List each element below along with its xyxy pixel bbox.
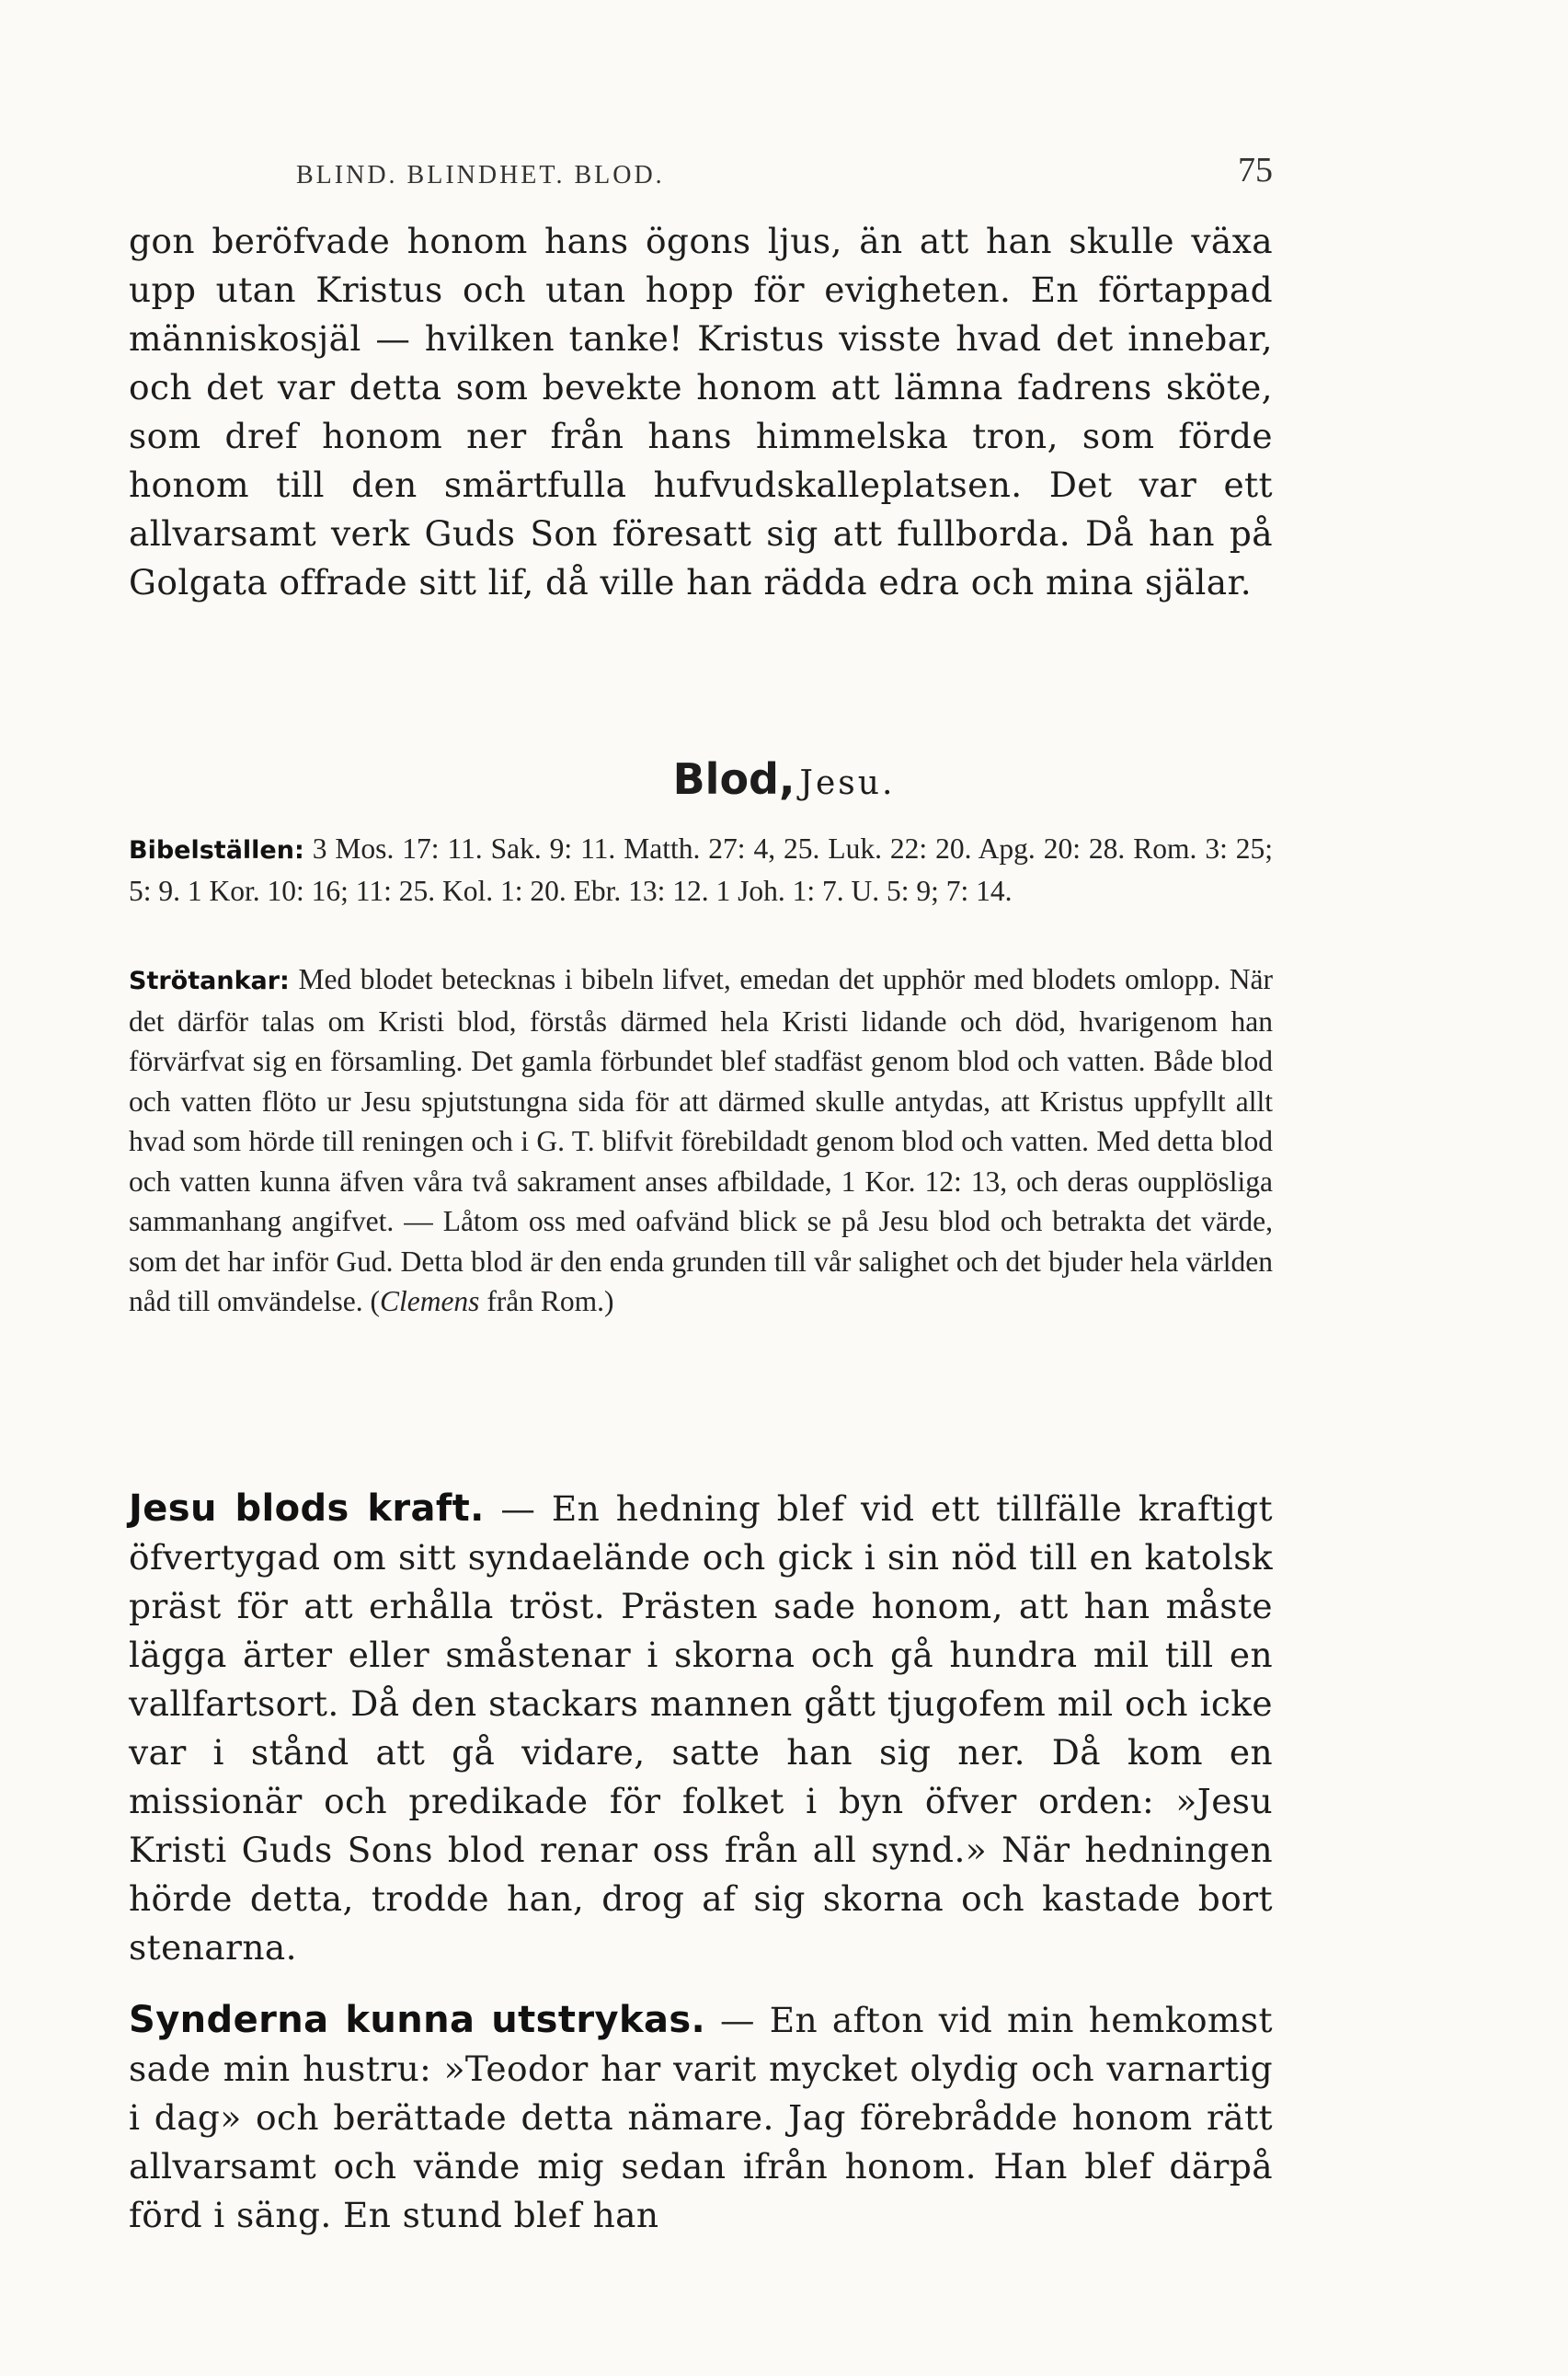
paragraph-jesu-blods-kraft: [129, 1485, 1273, 1972]
bible-references-text: 3 Mos. 17: 11. Sak. 9: 11. Matth. 27: 4, 25. Luk. 22: 20. Apg. 20: 28. Rom. 3: 25; 5: 9. 1 Kor. 10: 16; 11: 25. Kol. 1: 20. Ebr. 13: 12. 1 Joh. 1: 7. U. 5: 9; 7: 14.: [129, 832, 1274, 907]
bible-references: [129, 829, 1273, 911]
paragraph-heading: Synderna kunna utstrykas.: [129, 1999, 706, 2041]
section-title: Blod,: [672, 754, 795, 804]
paragraph-text: — En hedning blef vid ett tillfälle kraftigt öfvertygad om sitt syndaelände och gick i sin nöd till en katolsk präst för att erhålla tröst. Prästen sade honom, att han måste lägga ärter eller småstenar i skorna och gå hundra mil till en vallfartsort. Då den stackars mannen gått tjugofem mil och icke var i stånd att gå vidare, satte han sig ner. Då kom en missionär och predikade för folket i byn öfver orden: »Jesu Kristi Guds Sons blod renar oss från all synd.» När hedningen hörde detta, trodde han, drog af sig skorna och kastade bort stenarna.: [129, 1488, 1273, 1968]
section-heading: [0, 754, 1568, 804]
paragraph-heading: Jesu blods kraft.: [129, 1487, 485, 1530]
running-title: BLIND. BLINDHET. BLOD.: [296, 161, 665, 189]
page-number: 75: [1238, 151, 1273, 189]
thoughts-text: Med blodet betecknas i bibeln lifvet, emedan det upphör med blodets omlopp. När det därför talas om Kristi blod, förstås därmed hela Kristi lidande och död, hvarigenom han förvärfvat sig en församling. Det gamla förbundet blef stadfäst genom blod och vatten. Både blod och vatten flöto ur Jesu spjutstungna sida för att därmed skulle antydas, att Kristus uppfyllt allt hvad som hörde till reningen och i G. T. blifvit förebildadt genom blod och vatten. Med detta blod och vatten kunna äfven våra två sakrament anses afbildade, 1 Kor. 12: 13, och deras oupplösliga sammanhang angifvet. — Låtom oss med oafvänd blick se på Jesu blod och betrakta det värde, som det har inför Gud. Detta blod är den enda grunden till vår salighet och det bjuder hela världen nåd till omvändelse.: [129, 963, 1273, 1317]
thoughts-label: Strötankar:: [129, 967, 290, 995]
page-header: [213, 150, 1273, 205]
paragraph-continuation: [129, 217, 1273, 607]
attribution: (Clemens från Rom.): [370, 1285, 614, 1317]
bible-references-label: Bibelställen:: [129, 836, 304, 865]
attribution-author: Clemens: [379, 1285, 480, 1317]
paragraph-text: gon beröfvade honom hans ögons ljus, än att han skulle växa upp utan Kristus och utan hopp för evigheten. En förtappad människosjäl — hvilken tanke! Kristus visste hvad det innebar, och det var detta som bevekte honom att lämna fadrens sköte, som dref honom ner från hans himmelska tron, som förde honom till den smärtfulla hufvudskalleplatsen. Det var ett allvarsamt verk Guds Son föresatt sig att fullborda. Då han på Golgata offrade sitt lif, då ville han rädda edra och mina själar.: [129, 221, 1273, 603]
paragraph-synderna: [129, 1996, 1273, 2240]
thoughts-block: [129, 959, 1273, 1322]
section-subtitle: Jesu.: [799, 764, 896, 802]
paragraph-text: — En afton vid min hemkomst sade min hustru: »Teodor har varit mycket olydig och varnartig i dag» och berättade detta nämare. Jag förebrådde honom rätt allvarsamt och vände mig sedan ifrån honom. Han blef därpå förd i säng. En stund blef han: [129, 2000, 1273, 2235]
